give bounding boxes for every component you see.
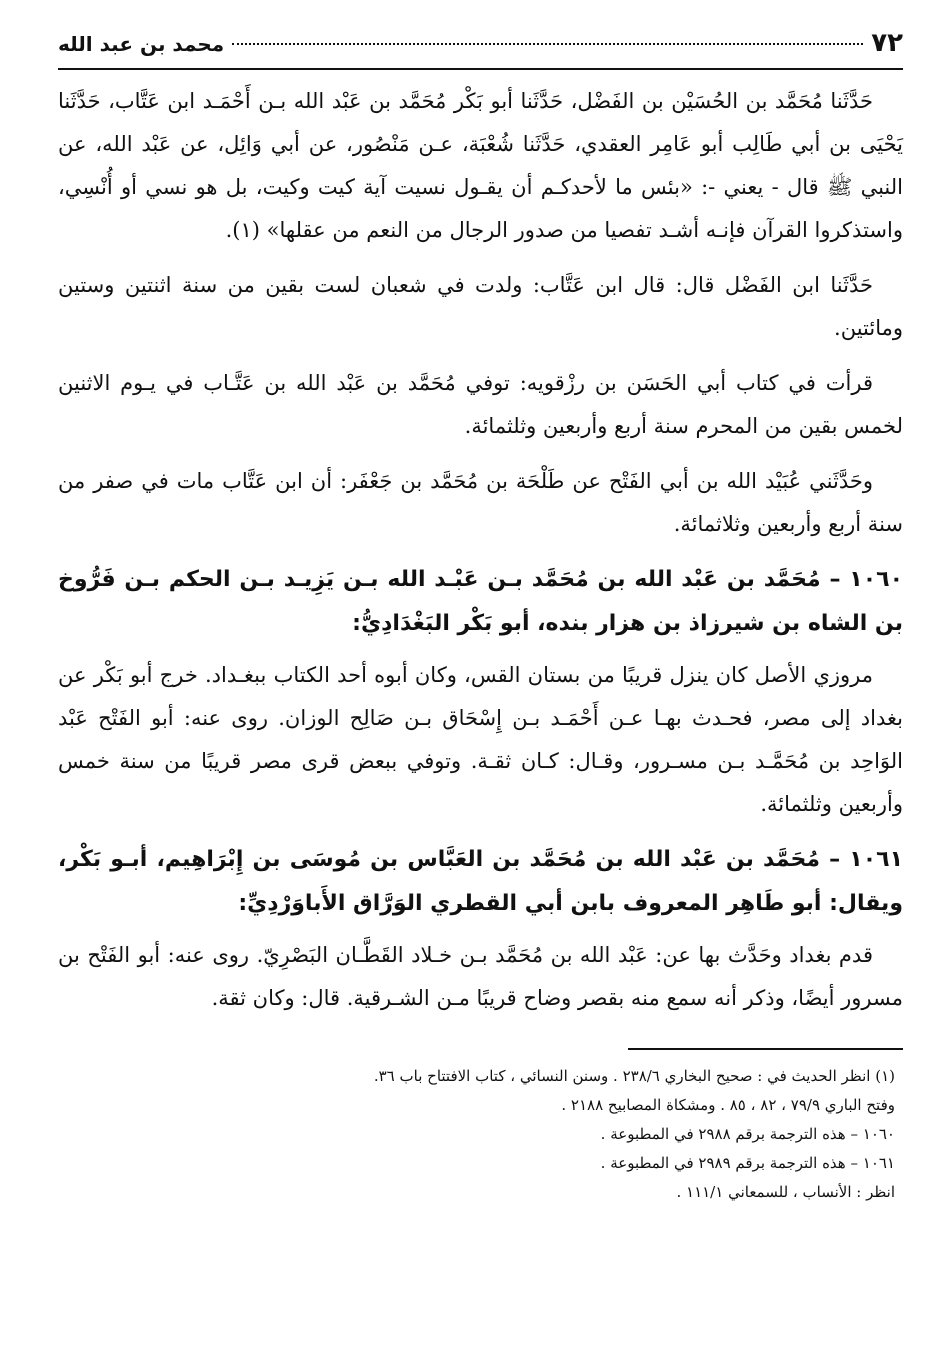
book-page — [58, 28, 903, 1348]
footnote-1: (١) انظر الحديث في : صحيح البخاري ٢٣٨/٦ . وسنن النسائي ، كتاب الافتتاح باب ٣٦. — [373, 1067, 895, 1085]
paragraph-death-alt: وحَدَّثَني عُبَيْد الله بن أبي الفَتْح عن طَلْحَة بن مُحَمَّد بن جَعْفَر: أن ابن عَتَّاب مات في صفر من سنة أربع وأربعين وثلاثمائة. — [58, 469, 903, 536]
page-header — [58, 28, 903, 70]
entry-heading-1060: ١٠٦٠ – مُحَمَّد بن عَبْد الله بن مُحَمَّد بـن عَبْـد الله بـن يَزِيـد بـن الحكم بـن فَرُّوخ بن الشاه بن شيرزاذ بن هزار بنده، أبو بَكْر البَغْدَادِيُّ: — [58, 567, 903, 636]
footnote-1060: ١٠٦٠ – هذه الترجمة برقم ٢٩٨٨ في المطبوعة . — [600, 1125, 895, 1143]
main-text — [58, 80, 903, 1020]
page-number: ٧٢ — [871, 28, 903, 58]
footnotes — [58, 1062, 903, 1207]
footnote-1-cont: وفتح الباري ٧٩/٩ ، ٨٢ ، ٨٥ . ومشكاة المصابيح ٢١٨٨ . — [561, 1096, 895, 1114]
entry-heading-1061: ١٠٦١ – مُحَمَّد بن عَبْد الله بن مُحَمَّد بن العَبَّاس بن مُوسَى بن إِبْرَاهِيم، أبـو بَكْر، ويقال: أبو طَاهِر المعروف بابن أبي القطري الوَرَّاق الأَباوَرْدِيِّ: — [58, 847, 903, 916]
header-dot-leader — [232, 43, 863, 45]
entry-body-1061: قدم بغداد وحَدَّث بها عن: عَبْد الله بن مُحَمَّد بـن خـلاد القَطَّـان البَصْرِيّ. روى عنه: أبو الفَتْح بن مسرور أيضًا، وذكر أنه سمع منه بقصر وضاح قريبًا مـن الشـرقية. قال: وكان ثقة. — [58, 943, 903, 1010]
paragraph-birth: حَدَّثَنا ابن الفَضْل قال: قال ابن عَتَّاب: ولدت في شعبان لست بقين من سنة اثنتين وستين ومائتين. — [58, 273, 903, 340]
paragraph-death: قرأت في كتاب أبي الحَسَن بن رزْقويه: توفي مُحَمَّد بن عَبْد الله بن عَتَّـاب في يـوم الاثنين لخمس بقين من المحرم سنة أربع وأربعين وثلثمائة. — [58, 371, 903, 438]
paragraph-hadith: حَدَّثَنا مُحَمَّد بن الحُسَيْن بن الفَضْل، حَدَّثَنا أبو بَكْر مُحَمَّد بن عَبْد الله بـن أَحْمَـد ابن عَتَّاب، حَدَّثَنا يَحْيَى بن أبي طَالِب أبو عَامِر العقدي، حَدَّثَنا شُعْبَة، عـن مَنْصُور، عن أبي وَائِل، عن عَبْد الله، عن النبي ﷺ قال - يعني -: «بئس ما لأحدكـم أن يقـول نسيت آية كيت وكيت، بل هو نسي أو أُنْسِي، واستذكروا القرآن فإنـه أشـد تفصيا من صدور الرجال من النعم من عقلها» (١). — [58, 89, 903, 242]
footnote-ansab: انظر : الأنساب ، للسمعاني ١١١/١ . — [676, 1183, 895, 1201]
footnote-separator — [628, 1048, 903, 1050]
footnote-1061: ١٠٦١ – هذه الترجمة برقم ٢٩٨٩ في المطبوعة . — [600, 1154, 895, 1172]
running-title: محمد بن عبد الله — [58, 32, 225, 56]
entry-body-1060: مروزي الأصل كان ينزل قريبًا من بستان القس، وكان أبوه أحد الكتاب ببغـداد. خرج أبو بَكْر عن بغداد إلى مصر، فحـدث بهـا عـن أَحْمَـد بـن إِسْحَاق بـن صَالِح الوزان. روى عنه: أبو الفَتْح عَبْد الوَاحِد بن مُحَمَّـد بـن مسـرور، وقـال: كـان ثقـة. وتوفي ببعض قرى مصر قريبًا من سنة خمس وأربعين وثلثمائة. — [58, 663, 903, 816]
